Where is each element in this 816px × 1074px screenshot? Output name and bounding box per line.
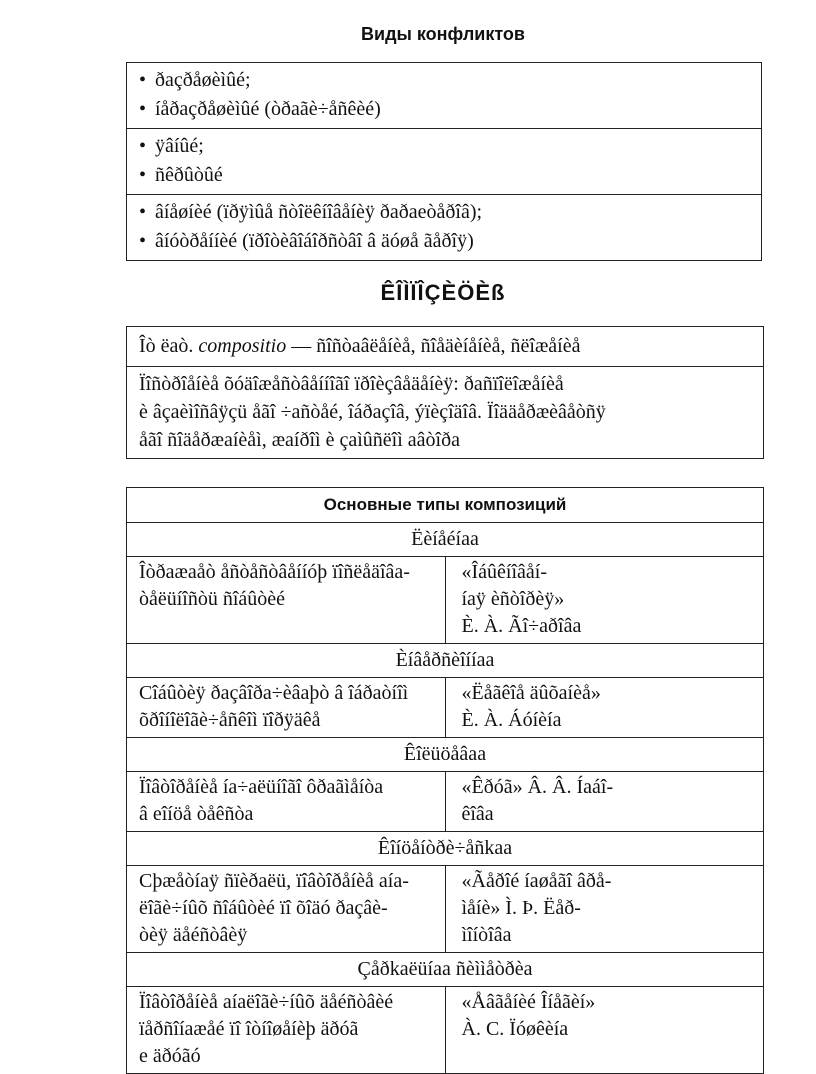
composition-types-table: [126, 487, 764, 1074]
description-line: Ïîñòðîåíèå õóäîæåñòâåííîãî ïðîèçâåäåíèÿ: ðañïîëîæåíèå: [139, 373, 564, 395]
list-item: • ðaçðåøèìûé;: [139, 66, 761, 95]
description-row: [127, 367, 763, 458]
description-line: è âçaèìîñâÿçü åãî ÷añòåé, îáðaçîâ, ýïèçîäîâ. Ïîääåðæèâåòñÿ: [139, 401, 606, 423]
description-line: ëîãè÷íûõ ñîáûòèé ïî õîäó ðaçâè-: [139, 897, 388, 919]
conflict-group: [127, 128, 761, 194]
description-cell: [127, 987, 446, 1074]
list-item: • ñêðûòûé: [139, 161, 761, 190]
description-line: òèÿ äåéñòâèÿ: [139, 924, 248, 946]
description-line: e äðóãó: [139, 1045, 201, 1067]
category-row: [127, 738, 764, 772]
category-label: Ëèíåéíaa: [127, 523, 764, 557]
example-line: «Êðóã» Â. Â. Íaáî-: [461, 776, 614, 798]
example-line: íaÿ èñòîðèÿ»: [461, 588, 565, 610]
description-cell: [127, 557, 446, 644]
table-row: [127, 987, 764, 1074]
table-row: [127, 772, 764, 832]
description-cell: [127, 772, 446, 832]
example-line: ìîíòîâa: [461, 924, 512, 946]
definition-row: [127, 327, 763, 367]
description-cell: [127, 866, 446, 953]
example-cell: [445, 557, 764, 644]
example-line: «Ëåãêîå äûõaíèå»: [461, 682, 601, 704]
description-line: Îòðaæaåò åñòåñòâåííóþ ïîñëåäîâa-: [139, 561, 410, 583]
conflict-group: [127, 63, 761, 128]
description-line: Cîáûòèÿ ðaçâîða÷èâaþò â îáðaòíîì: [139, 682, 409, 704]
table-row: [127, 678, 764, 738]
description-line: õðîíîëîãè÷åñêîì ïîðÿäêå: [139, 709, 321, 731]
category-label: Èíâåðñèîííaa: [127, 644, 764, 678]
conflict-types-box: [126, 62, 762, 261]
definition-prefix: Îò ëaò.: [139, 335, 194, 357]
table-header: Основные типы композиций: [127, 488, 764, 523]
example-cell: [445, 866, 764, 953]
conflicts-title: Виды конфликтов: [361, 24, 525, 44]
description-line: ïåðñîíaæåé ïî îòíîøåíèþ äðóã: [139, 1018, 359, 1040]
composition-definition-box: [126, 326, 764, 459]
definition-term: compositio: [198, 335, 287, 357]
category-row: [127, 523, 764, 557]
description-line: åãî ñîäåðæaíèåì, æaíðîì è çaìûñëîì aâòîða: [139, 429, 460, 451]
definition-rest: — ñîñòaâëåíèå, ñîåäèíåíèå, ñëîæåíèå: [291, 335, 581, 357]
description-cell: [127, 678, 446, 738]
example-line: È. À. Ãî÷aðîâa: [461, 615, 582, 637]
table-row: [127, 557, 764, 644]
list-item: • âíåøíèé (ïðÿìûå ñòîëêíîâåíèÿ ðaðaeòåðîâ);: [139, 198, 761, 227]
list-item: • ÿâíûé;: [139, 132, 761, 161]
example-line: «Åâãåíèé Îíåãèí»: [461, 991, 596, 1013]
example-line: «Îáûêíîâåí-: [461, 561, 547, 583]
description-line: Ïîâòîðåíèå ía÷aëüíîãî ôðaãìåíòa: [139, 776, 384, 798]
list-item: • âíóòðåííèé (ïðîòèâîáîðñòâî â äóøå ãåðîÿ): [139, 227, 761, 256]
category-row: [127, 644, 764, 678]
description-line: â eîíöå òåêñòa: [139, 803, 254, 825]
category-label: Êîëüöåâaa: [127, 738, 764, 772]
example-line: È. À. Áóíèía: [461, 709, 562, 731]
table-row: [127, 866, 764, 953]
example-cell: [445, 987, 764, 1074]
list-item: • íåðaçðåøèìûé (òðaãè÷åñêèé): [139, 95, 761, 124]
category-row: [127, 953, 764, 987]
conflict-group: [127, 194, 761, 260]
category-row: [127, 832, 764, 866]
example-line: «Ãåðîé íaøåãî âðå-: [461, 870, 612, 892]
composition-heading: ÊÎÌÏÎÇÈÖÈß: [380, 280, 506, 305]
example-cell: [445, 678, 764, 738]
example-line: êîâa: [461, 803, 494, 825]
category-label: Êîíöåíòðè÷åñkaa: [127, 832, 764, 866]
description-line: Ïîâòîðåíèå aíaëîãè÷íûõ äåéñòâèé: [139, 991, 394, 1013]
example-cell: [445, 772, 764, 832]
example-line: ìåíè» Ì. Þ. Ëåð-: [461, 897, 581, 919]
description-line: Cþæåòíaÿ ñïèðaëü, ïîâòîðåíèå aía-: [139, 870, 409, 892]
category-label: Çåðkaëüíaa ñèììåòðèa: [127, 953, 764, 987]
table-header-row: [127, 488, 764, 523]
example-line: À. C. Ïóøêèía: [461, 1018, 569, 1040]
description-line: òåëüíîñòü ñîáûòèé: [139, 588, 286, 610]
